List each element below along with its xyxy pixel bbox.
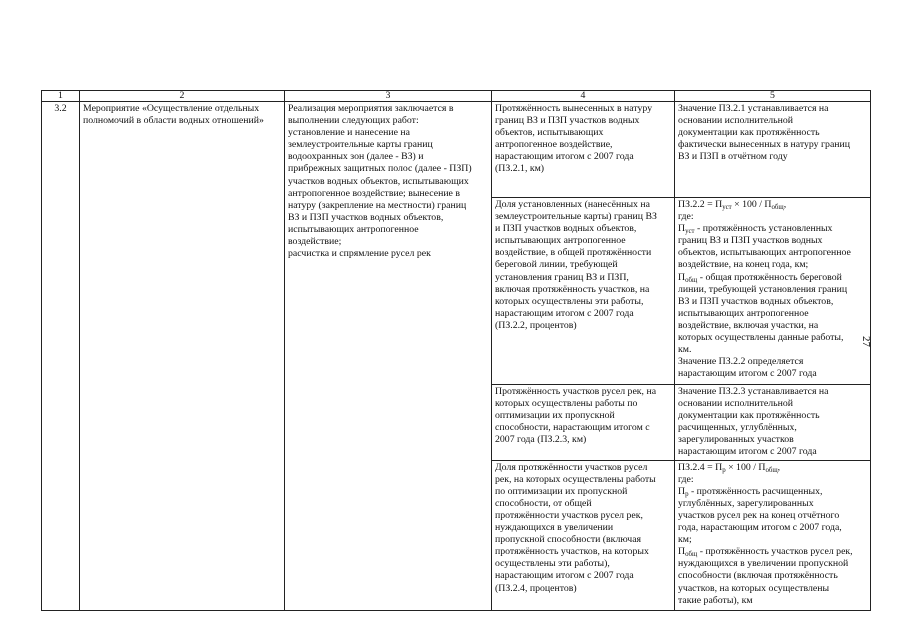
- page-number: 27: [860, 336, 872, 347]
- text-line: и ПЗП участков водных объектов,: [495, 223, 637, 235]
- formula-line: $ПЗ.2.2 = П_{уст} \times 100 / П_{общ}$,: [678, 199, 787, 211]
- text-line: Мероприятие «Осуществление отдельных: [83, 103, 260, 114]
- text-line: испытывающих антропогенное: [288, 223, 419, 235]
- text-line: осуществлены эти работы),: [495, 558, 610, 570]
- text-line: водоохранных зон (далее - ВЗ) и: [288, 151, 424, 163]
- text-line: береговой линии, требующей: [495, 259, 618, 271]
- text-line: антропогенное воздействие,: [495, 139, 613, 151]
- indicator-name-cell-4: [492, 460, 675, 610]
- indicator-name-text: [495, 462, 671, 595]
- text-line: которых осуществлены работы по: [495, 398, 638, 410]
- indicator-row-1: [42, 102, 871, 198]
- indicator-method-text: [678, 386, 867, 459]
- text-line: объектов, испытывающих: [495, 127, 604, 139]
- text-line: зарегулированных участков: [678, 434, 794, 446]
- text-line: антропогенное воздействие; вынесение в: [288, 187, 460, 199]
- text-line: основании исполнительной: [678, 398, 794, 410]
- text-line: воздействие, в общей протяжённости: [495, 247, 652, 259]
- text-line: документации как протяжённость: [678, 127, 820, 139]
- text-line: выполнении следующих работ:: [288, 115, 419, 127]
- text-line: землеустроительные карты) границ ВЗ: [495, 211, 657, 223]
- text-line: Значение ПЗ.2.1 устанавливается на: [678, 103, 829, 114]
- text-line: нарастающим итогом с 2007 года: [495, 307, 634, 319]
- text-line: способности, от общей: [495, 497, 592, 509]
- event-cell: [80, 102, 285, 611]
- header-cell-5: 5: [675, 91, 871, 102]
- indicator-method-cell-3: [675, 385, 871, 461]
- work-description-text: [288, 103, 488, 260]
- indicator-name-cell-1: [492, 102, 675, 198]
- text-line: Доля протяжённости участков русел: [495, 461, 648, 473]
- row-number-cell: 3.2: [42, 102, 80, 611]
- text-line: полномочий в области водных отношений»: [83, 115, 264, 127]
- text-line: способности, нарастающим итогом с: [495, 422, 650, 434]
- text-line: документации как протяжённость: [678, 410, 820, 422]
- definition-2: $П_{общ}$ - протяжённость участков русел рек, нуждающихся в увеличении пропускной способности (включая протяжённость участков, на которых осуществлены такие работы), км: [678, 546, 853, 606]
- header-cell-4: 4: [492, 91, 675, 102]
- where-label: где:: [678, 211, 694, 223]
- event-text: [83, 103, 281, 127]
- text-line: Реализация мероприятия заключается в: [288, 103, 454, 114]
- work-description-cell: [285, 102, 492, 611]
- text-line: (ПЗ.2.1, км): [495, 163, 545, 175]
- text-line: Значение ПЗ.2.2 определяется: [678, 356, 804, 368]
- indicator-name-text: [495, 103, 671, 176]
- indicator-method-cell-2: [675, 198, 871, 385]
- indicator-name-cell-3: [492, 385, 675, 461]
- text-line: нарастающим итогом с 2007 года: [678, 368, 817, 380]
- text-line: рек, на которых осуществлены работы: [495, 473, 656, 485]
- text-line: установление и нанесение на: [288, 127, 410, 139]
- indicator-method-text: [678, 356, 867, 380]
- text-line: пропускной способности (включая: [495, 534, 642, 546]
- text-line: Доля установленных (нанесённых на: [495, 199, 650, 210]
- text-line: нуждающихся в увеличении: [495, 522, 614, 534]
- indicator-method-text: [678, 103, 867, 163]
- text-line: по оптимизации их пропускной: [495, 485, 628, 497]
- indicator-name-text: [495, 386, 671, 446]
- text-line: 2007 года (ПЗ.2.3, км): [495, 434, 587, 446]
- text-line: расчистка и спрямление русел рек: [288, 248, 431, 260]
- definition-2: $П_{общ}$ - общая протяжённость береговой линии, требующей установления границ ВЗ и ПЗП участков водных объектов, испытывающих антропогенное воздействие, включая участки, на которых осуществлены данные работы, км.: [678, 271, 848, 356]
- definition-1: $П_р$ - протяжённость расчищенных, углублённых, зарегулированных участков русел рек на конец отчётного года, нарастающим итогом с 2007 года, км;: [678, 485, 842, 546]
- text-line: нарастающим итогом с 2007 года: [495, 570, 634, 582]
- text-line: фактически вынесенных в натуру границ: [678, 139, 851, 151]
- text-line: протяжённости участков русел рек,: [495, 509, 643, 521]
- text-line: натуру (закрепление на местности) границ: [288, 199, 467, 211]
- text-line: (ПЗ.2.2, процентов): [495, 319, 577, 331]
- text-line: протяжённость участков, на которых: [495, 546, 649, 558]
- text-line: участков водных объектов, испытывающих: [288, 175, 469, 187]
- where-label: где:: [678, 473, 694, 485]
- text-line: нарастающим итогом с 2007 года: [495, 151, 634, 163]
- indicator-method-cell-4: [675, 460, 871, 610]
- text-line: воздействие;: [288, 236, 342, 248]
- header-cell-2: 2: [80, 91, 285, 102]
- text-line: ВЗ и ПЗП участков водных объектов,: [288, 211, 444, 223]
- formula-line: $ПЗ.2.4 = П_р \times 100 / П_{общ}$,: [678, 461, 781, 474]
- text-line: границ ВЗ и ПЗП участков водных: [495, 115, 640, 127]
- text-line: нарастающим итогом с 2007 года: [678, 446, 817, 458]
- indicator-name-cell-2: [492, 198, 675, 385]
- text-line: оптимизации их пропускной: [495, 410, 615, 422]
- text-line: прибрежных защитных полос (далее - ПЗП): [288, 163, 472, 175]
- text-line: расчищенных, углублённых,: [678, 422, 797, 434]
- text-line: Значение ПЗ.2.3 устанавливается на: [678, 386, 829, 397]
- indicator-method-cell-1: [675, 102, 871, 198]
- text-line: Протяжённость вынесенных в натуру: [495, 103, 653, 114]
- text-line: включая протяжённость участков, на: [495, 283, 650, 295]
- program-table: [41, 90, 871, 611]
- header-row: [42, 91, 871, 102]
- header-cell-3: 3: [285, 91, 492, 102]
- text-line: Протяжённость участков русел рек, на: [495, 386, 657, 397]
- indicator-name-text: [495, 199, 671, 332]
- definition-1: $П_{уст}$ - протяжённость установленных границ ВЗ и ПЗП участков водных объектов, испытывающих антропогенное воздействие, на конец года, км;: [678, 223, 851, 271]
- text-line: ВЗ и ПЗП в отчётном году: [678, 151, 788, 163]
- text-line: испытывающих антропогенное: [495, 235, 626, 247]
- text-line: основании исполнительной: [678, 115, 794, 127]
- text-line: (ПЗ.2.4, процентов): [495, 582, 577, 594]
- text-line: установления границ ВЗ и ПЗП,: [495, 271, 629, 283]
- text-line: землеустроительные карты границ: [288, 139, 433, 151]
- header-cell-1: 1: [42, 91, 80, 102]
- text-line: которых осуществлены эти работы,: [495, 295, 644, 307]
